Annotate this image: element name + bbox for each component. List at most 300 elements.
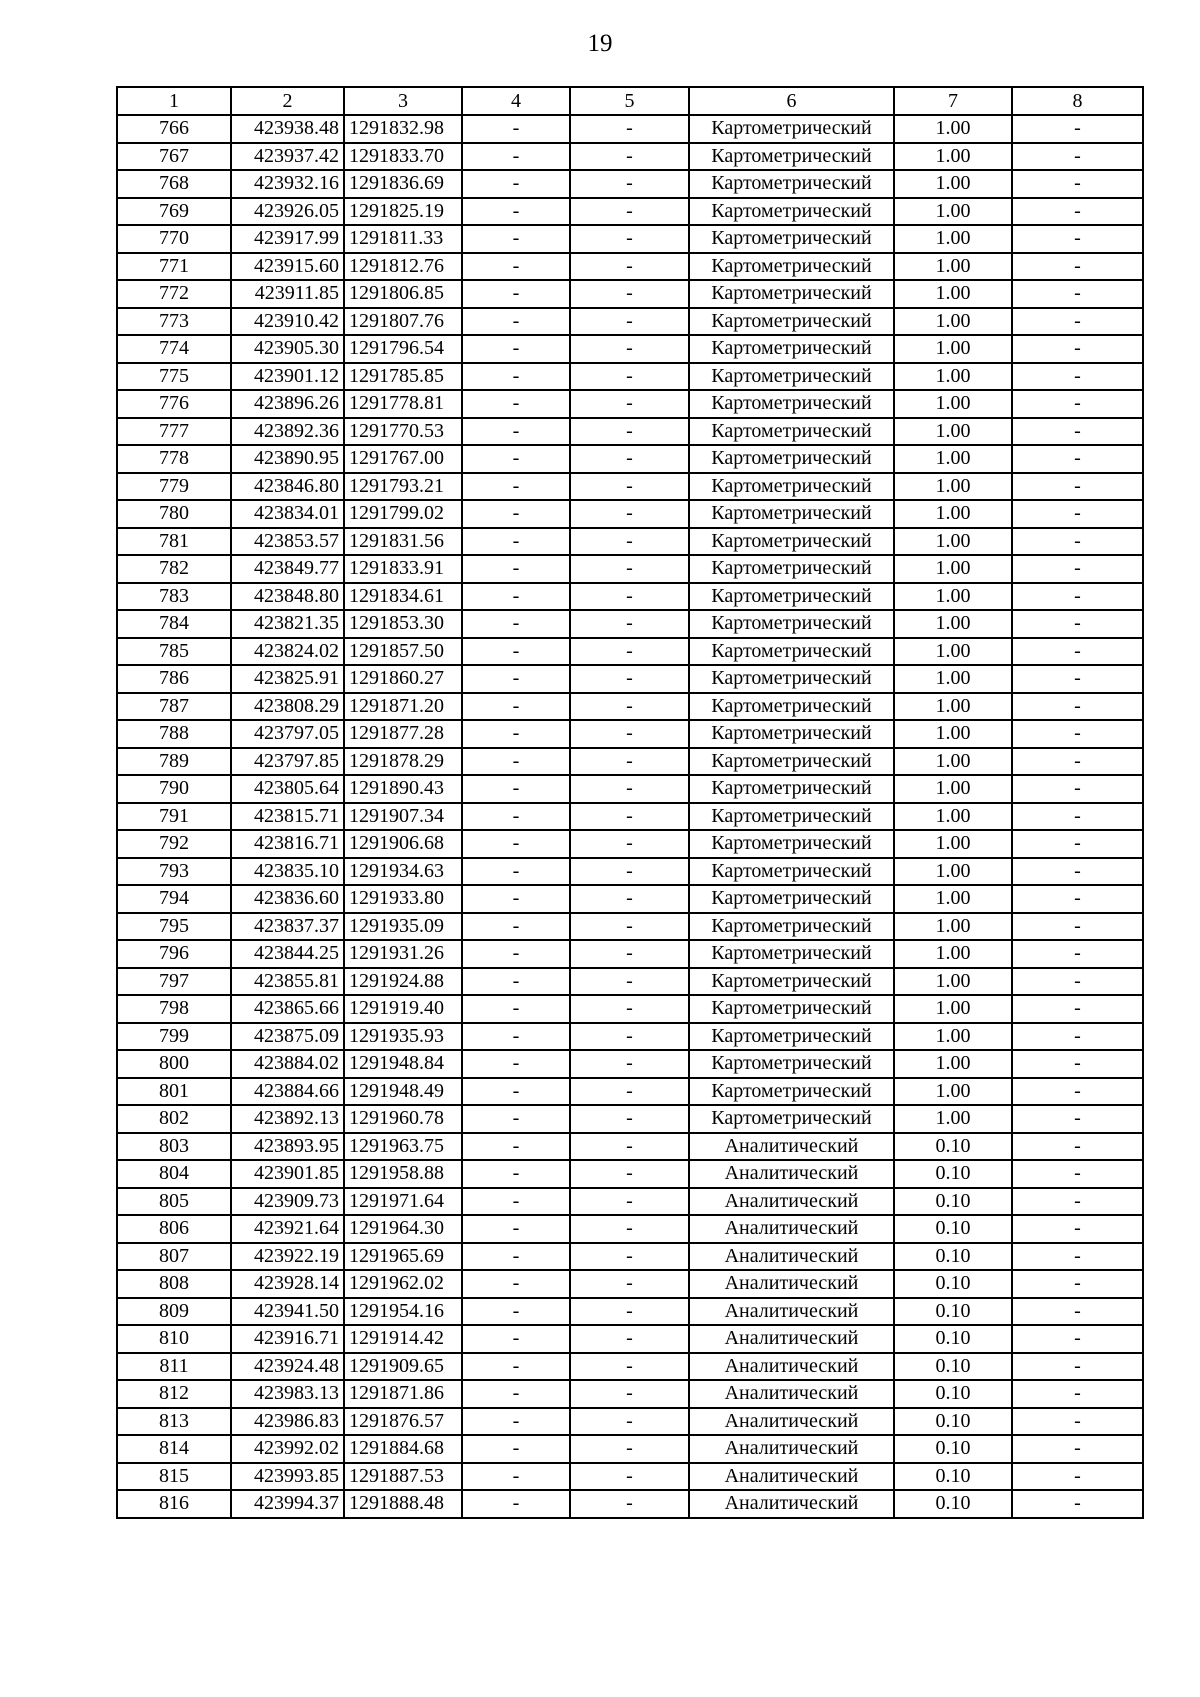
y-coordinate-cell: 1291796.54 — [344, 335, 462, 363]
col5-cell: - — [570, 445, 689, 473]
table-row — [117, 1243, 1143, 1271]
col5-cell: - — [570, 1078, 689, 1106]
col5-cell: - — [570, 1490, 689, 1518]
point-number-cell: 812 — [117, 1380, 231, 1408]
point-number-cell: 813 — [117, 1408, 231, 1436]
method-cell: Картометрический — [689, 858, 894, 886]
col4-cell: - — [462, 665, 570, 693]
x-coordinate-cell: 423835.10 — [231, 858, 344, 886]
y-coordinate-cell: 1291812.76 — [344, 253, 462, 281]
table-row — [117, 1133, 1143, 1161]
col5-cell: - — [570, 693, 689, 721]
table-row — [117, 1435, 1143, 1463]
col8-cell: - — [1012, 528, 1143, 556]
col4-cell: - — [462, 830, 570, 858]
y-coordinate-cell: 1291834.61 — [344, 583, 462, 611]
table-row — [117, 1160, 1143, 1188]
col8-cell: - — [1012, 1188, 1143, 1216]
x-coordinate-cell: 423892.36 — [231, 418, 344, 446]
table-row — [117, 170, 1143, 198]
x-coordinate-cell: 423821.35 — [231, 610, 344, 638]
col5-cell: - — [570, 1298, 689, 1326]
y-coordinate-cell: 1291860.27 — [344, 665, 462, 693]
y-coordinate-cell: 1291833.70 — [344, 143, 462, 171]
col8-cell: - — [1012, 885, 1143, 913]
table-row — [117, 638, 1143, 666]
col5-cell: - — [570, 583, 689, 611]
table-row — [117, 308, 1143, 336]
point-number-cell: 800 — [117, 1050, 231, 1078]
method-cell: Картометрический — [689, 390, 894, 418]
col8-cell: - — [1012, 418, 1143, 446]
point-number-cell: 791 — [117, 803, 231, 831]
y-coordinate-cell: 1291907.34 — [344, 803, 462, 831]
col5-cell: - — [570, 1023, 689, 1051]
accuracy-cell: 1.00 — [894, 968, 1012, 996]
point-number-cell: 796 — [117, 940, 231, 968]
accuracy-cell: 0.10 — [894, 1298, 1012, 1326]
point-number-cell: 793 — [117, 858, 231, 886]
table-row — [117, 115, 1143, 143]
table-row — [117, 1463, 1143, 1491]
col4-cell: - — [462, 528, 570, 556]
point-number-cell: 801 — [117, 1078, 231, 1106]
col8-cell: - — [1012, 1243, 1143, 1271]
col8-cell: - — [1012, 583, 1143, 611]
col8-cell: - — [1012, 363, 1143, 391]
x-coordinate-cell: 423884.66 — [231, 1078, 344, 1106]
point-number-cell: 804 — [117, 1160, 231, 1188]
x-coordinate-cell: 423837.37 — [231, 913, 344, 941]
col8-cell: - — [1012, 1298, 1143, 1326]
x-coordinate-cell: 423993.85 — [231, 1463, 344, 1491]
accuracy-cell: 1.00 — [894, 940, 1012, 968]
x-coordinate-cell: 423853.57 — [231, 528, 344, 556]
col4-cell: - — [462, 445, 570, 473]
y-coordinate-cell: 1291924.88 — [344, 968, 462, 996]
col5-cell: - — [570, 830, 689, 858]
col4-cell: - — [462, 858, 570, 886]
column-header: 8 — [1012, 87, 1143, 115]
page-number: 19 — [587, 30, 613, 57]
method-cell: Аналитический — [689, 1133, 894, 1161]
col5-cell: - — [570, 1325, 689, 1353]
method-cell: Картометрический — [689, 335, 894, 363]
col8-cell: - — [1012, 830, 1143, 858]
accuracy-cell: 1.00 — [894, 995, 1012, 1023]
col8-cell: - — [1012, 995, 1143, 1023]
point-number-cell: 781 — [117, 528, 231, 556]
method-cell: Картометрический — [689, 775, 894, 803]
col4-cell: - — [462, 693, 570, 721]
col8-cell: - — [1012, 858, 1143, 886]
method-cell: Картометрический — [689, 1050, 894, 1078]
table-row — [117, 198, 1143, 226]
point-number-cell: 769 — [117, 198, 231, 226]
point-number-cell: 811 — [117, 1353, 231, 1381]
table-row — [117, 1353, 1143, 1381]
point-number-cell: 786 — [117, 665, 231, 693]
col4-cell: - — [462, 1023, 570, 1051]
x-coordinate-cell: 423824.02 — [231, 638, 344, 666]
y-coordinate-cell: 1291919.40 — [344, 995, 462, 1023]
y-coordinate-cell: 1291935.09 — [344, 913, 462, 941]
accuracy-cell: 1.00 — [894, 803, 1012, 831]
col4-cell: - — [462, 913, 570, 941]
point-number-cell: 815 — [117, 1463, 231, 1491]
col8-cell: - — [1012, 720, 1143, 748]
table-row — [117, 1298, 1143, 1326]
point-number-cell: 790 — [117, 775, 231, 803]
table-row — [117, 1408, 1143, 1436]
table-row — [117, 858, 1143, 886]
col4-cell: - — [462, 280, 570, 308]
col5-cell: - — [570, 1050, 689, 1078]
table-row — [117, 665, 1143, 693]
y-coordinate-cell: 1291948.49 — [344, 1078, 462, 1106]
col4-cell: - — [462, 363, 570, 391]
col8-cell: - — [1012, 308, 1143, 336]
accuracy-cell: 1.00 — [894, 143, 1012, 171]
col8-cell: - — [1012, 473, 1143, 501]
y-coordinate-cell: 1291934.63 — [344, 858, 462, 886]
point-number-cell: 814 — [117, 1435, 231, 1463]
col4-cell: - — [462, 1380, 570, 1408]
y-coordinate-cell: 1291914.42 — [344, 1325, 462, 1353]
method-cell: Картометрический — [689, 720, 894, 748]
x-coordinate-cell: 423901.12 — [231, 363, 344, 391]
table-row — [117, 583, 1143, 611]
x-coordinate-cell: 423836.60 — [231, 885, 344, 913]
col5-cell: - — [570, 528, 689, 556]
method-cell: Аналитический — [689, 1298, 894, 1326]
method-cell: Аналитический — [689, 1160, 894, 1188]
x-coordinate-cell: 423805.64 — [231, 775, 344, 803]
point-number-cell: 816 — [117, 1490, 231, 1518]
col8-cell: - — [1012, 940, 1143, 968]
y-coordinate-cell: 1291933.80 — [344, 885, 462, 913]
col4-cell: - — [462, 115, 570, 143]
accuracy-cell: 1.00 — [894, 693, 1012, 721]
col5-cell: - — [570, 1408, 689, 1436]
method-cell: Картометрический — [689, 198, 894, 226]
x-coordinate-cell: 423909.73 — [231, 1188, 344, 1216]
point-number-cell: 792 — [117, 830, 231, 858]
col8-cell: - — [1012, 1050, 1143, 1078]
col4-cell: - — [462, 390, 570, 418]
table-row — [117, 940, 1143, 968]
y-coordinate-cell: 1291954.16 — [344, 1298, 462, 1326]
col8-cell: - — [1012, 775, 1143, 803]
accuracy-cell: 1.00 — [894, 913, 1012, 941]
column-header: 1 — [117, 87, 231, 115]
y-coordinate-cell: 1291853.30 — [344, 610, 462, 638]
table-row — [117, 335, 1143, 363]
method-cell: Картометрический — [689, 830, 894, 858]
col5-cell: - — [570, 1270, 689, 1298]
x-coordinate-cell: 423797.85 — [231, 748, 344, 776]
col4-cell: - — [462, 610, 570, 638]
accuracy-cell: 0.10 — [894, 1188, 1012, 1216]
col5-cell: - — [570, 280, 689, 308]
accuracy-cell: 1.00 — [894, 308, 1012, 336]
method-cell: Аналитический — [689, 1380, 894, 1408]
y-coordinate-cell: 1291877.28 — [344, 720, 462, 748]
method-cell: Аналитический — [689, 1243, 894, 1271]
accuracy-cell: 1.00 — [894, 198, 1012, 226]
col5-cell: - — [570, 1188, 689, 1216]
col5-cell: - — [570, 1160, 689, 1188]
method-cell: Аналитический — [689, 1435, 894, 1463]
point-number-cell: 788 — [117, 720, 231, 748]
method-cell: Картометрический — [689, 610, 894, 638]
col5-cell: - — [570, 473, 689, 501]
method-cell: Картометрический — [689, 913, 894, 941]
accuracy-cell: 1.00 — [894, 555, 1012, 583]
column-header: 3 — [344, 87, 462, 115]
y-coordinate-cell: 1291876.57 — [344, 1408, 462, 1436]
col5-cell: - — [570, 1380, 689, 1408]
col5-cell: - — [570, 1353, 689, 1381]
point-number-cell: 805 — [117, 1188, 231, 1216]
x-coordinate-cell: 423890.95 — [231, 445, 344, 473]
col4-cell: - — [462, 748, 570, 776]
method-cell: Картометрический — [689, 280, 894, 308]
accuracy-cell: 1.00 — [894, 720, 1012, 748]
table-row — [117, 363, 1143, 391]
col8-cell: - — [1012, 253, 1143, 281]
table-row — [117, 1050, 1143, 1078]
col8-cell: - — [1012, 1160, 1143, 1188]
col4-cell: - — [462, 170, 570, 198]
col8-cell: - — [1012, 1270, 1143, 1298]
y-coordinate-cell: 1291857.50 — [344, 638, 462, 666]
col4-cell: - — [462, 583, 570, 611]
x-coordinate-cell: 423875.09 — [231, 1023, 344, 1051]
point-number-cell: 774 — [117, 335, 231, 363]
method-cell: Картометрический — [689, 1023, 894, 1051]
col4-cell: - — [462, 555, 570, 583]
col4-cell: - — [462, 1078, 570, 1106]
col5-cell: - — [570, 913, 689, 941]
point-number-cell: 809 — [117, 1298, 231, 1326]
col4-cell: - — [462, 335, 570, 363]
col5-cell: - — [570, 555, 689, 583]
y-coordinate-cell: 1291965.69 — [344, 1243, 462, 1271]
col8-cell: - — [1012, 693, 1143, 721]
x-coordinate-cell: 423844.25 — [231, 940, 344, 968]
y-coordinate-cell: 1291833.91 — [344, 555, 462, 583]
x-coordinate-cell: 423983.13 — [231, 1380, 344, 1408]
x-coordinate-cell: 423901.85 — [231, 1160, 344, 1188]
x-coordinate-cell: 423916.71 — [231, 1325, 344, 1353]
y-coordinate-cell: 1291832.98 — [344, 115, 462, 143]
method-cell: Картометрический — [689, 445, 894, 473]
table-row — [117, 995, 1143, 1023]
col4-cell: - — [462, 143, 570, 171]
method-cell: Аналитический — [689, 1188, 894, 1216]
method-cell: Аналитический — [689, 1353, 894, 1381]
column-header: 7 — [894, 87, 1012, 115]
col8-cell: - — [1012, 1105, 1143, 1133]
x-coordinate-cell: 423928.14 — [231, 1270, 344, 1298]
x-coordinate-cell: 423905.30 — [231, 335, 344, 363]
col5-cell: - — [570, 363, 689, 391]
col4-cell: - — [462, 1188, 570, 1216]
accuracy-cell: 1.00 — [894, 280, 1012, 308]
table-row — [117, 1490, 1143, 1518]
point-number-cell: 780 — [117, 500, 231, 528]
col8-cell: - — [1012, 280, 1143, 308]
x-coordinate-cell: 423884.02 — [231, 1050, 344, 1078]
col4-cell: - — [462, 1105, 570, 1133]
accuracy-cell: 0.10 — [894, 1490, 1012, 1518]
x-coordinate-cell: 423797.05 — [231, 720, 344, 748]
col5-cell: - — [570, 143, 689, 171]
point-number-cell: 787 — [117, 693, 231, 721]
y-coordinate-cell: 1291811.33 — [344, 225, 462, 253]
accuracy-cell: 1.00 — [894, 253, 1012, 281]
col8-cell: - — [1012, 748, 1143, 776]
col4-cell: - — [462, 1243, 570, 1271]
x-coordinate-cell: 423849.77 — [231, 555, 344, 583]
col8-cell: - — [1012, 115, 1143, 143]
col8-cell: - — [1012, 1463, 1143, 1491]
accuracy-cell: 1.00 — [894, 170, 1012, 198]
col5-cell: - — [570, 225, 689, 253]
accuracy-cell: 1.00 — [894, 830, 1012, 858]
col4-cell: - — [462, 1463, 570, 1491]
point-number-cell: 772 — [117, 280, 231, 308]
col8-cell: - — [1012, 170, 1143, 198]
accuracy-cell: 1.00 — [894, 583, 1012, 611]
col4-cell: - — [462, 1490, 570, 1518]
x-coordinate-cell: 423896.26 — [231, 390, 344, 418]
table-row — [117, 720, 1143, 748]
method-cell: Картометрический — [689, 1105, 894, 1133]
col5-cell: - — [570, 253, 689, 281]
point-number-cell: 808 — [117, 1270, 231, 1298]
table-row — [117, 143, 1143, 171]
y-coordinate-cell: 1291948.84 — [344, 1050, 462, 1078]
col4-cell: - — [462, 968, 570, 996]
col5-cell: - — [570, 638, 689, 666]
accuracy-cell: 1.00 — [894, 748, 1012, 776]
table-row — [117, 445, 1143, 473]
col4-cell: - — [462, 1353, 570, 1381]
method-cell: Картометрический — [689, 748, 894, 776]
x-coordinate-cell: 423865.66 — [231, 995, 344, 1023]
accuracy-cell: 1.00 — [894, 363, 1012, 391]
x-coordinate-cell: 423932.16 — [231, 170, 344, 198]
table-row — [117, 1325, 1143, 1353]
accuracy-cell: 0.10 — [894, 1270, 1012, 1298]
accuracy-cell: 1.00 — [894, 445, 1012, 473]
point-number-cell: 802 — [117, 1105, 231, 1133]
table-row — [117, 1023, 1143, 1051]
accuracy-cell: 1.00 — [894, 1023, 1012, 1051]
col5-cell: - — [570, 803, 689, 831]
point-number-cell: 806 — [117, 1215, 231, 1243]
y-coordinate-cell: 1291931.26 — [344, 940, 462, 968]
table-row — [117, 1188, 1143, 1216]
point-number-cell: 789 — [117, 748, 231, 776]
point-number-cell: 778 — [117, 445, 231, 473]
col4-cell: - — [462, 473, 570, 501]
y-coordinate-cell: 1291960.78 — [344, 1105, 462, 1133]
y-coordinate-cell: 1291888.48 — [344, 1490, 462, 1518]
x-coordinate-cell: 423892.13 — [231, 1105, 344, 1133]
col8-cell: - — [1012, 968, 1143, 996]
x-coordinate-cell: 423992.02 — [231, 1435, 344, 1463]
col5-cell: - — [570, 858, 689, 886]
col4-cell: - — [462, 940, 570, 968]
col5-cell: - — [570, 1243, 689, 1271]
method-cell: Картометрический — [689, 803, 894, 831]
col8-cell: - — [1012, 1023, 1143, 1051]
accuracy-cell: 0.10 — [894, 1463, 1012, 1491]
col5-cell: - — [570, 115, 689, 143]
table-row — [117, 913, 1143, 941]
col5-cell: - — [570, 1105, 689, 1133]
accuracy-cell: 0.10 — [894, 1215, 1012, 1243]
y-coordinate-cell: 1291831.56 — [344, 528, 462, 556]
header-row — [117, 87, 1143, 115]
col8-cell: - — [1012, 913, 1143, 941]
table-row — [117, 775, 1143, 803]
point-number-cell: 766 — [117, 115, 231, 143]
y-coordinate-cell: 1291799.02 — [344, 500, 462, 528]
y-coordinate-cell: 1291890.43 — [344, 775, 462, 803]
col4-cell: - — [462, 418, 570, 446]
x-coordinate-cell: 423917.99 — [231, 225, 344, 253]
table-row — [117, 418, 1143, 446]
method-cell: Картометрический — [689, 583, 894, 611]
point-number-cell: 785 — [117, 638, 231, 666]
y-coordinate-cell: 1291770.53 — [344, 418, 462, 446]
accuracy-cell: 1.00 — [894, 610, 1012, 638]
col4-cell: - — [462, 500, 570, 528]
col8-cell: - — [1012, 143, 1143, 171]
table-row — [117, 748, 1143, 776]
accuracy-cell: 1.00 — [894, 638, 1012, 666]
x-coordinate-cell: 423846.80 — [231, 473, 344, 501]
table-row — [117, 1270, 1143, 1298]
col5-cell: - — [570, 335, 689, 363]
method-cell: Картометрический — [689, 418, 894, 446]
point-number-cell: 783 — [117, 583, 231, 611]
x-coordinate-cell: 423924.48 — [231, 1353, 344, 1381]
point-number-cell: 779 — [117, 473, 231, 501]
y-coordinate-cell: 1291778.81 — [344, 390, 462, 418]
col5-cell: - — [570, 1133, 689, 1161]
table-row — [117, 885, 1143, 913]
x-coordinate-cell: 423855.81 — [231, 968, 344, 996]
col4-cell: - — [462, 198, 570, 226]
point-number-cell: 807 — [117, 1243, 231, 1271]
point-number-cell: 782 — [117, 555, 231, 583]
x-coordinate-cell: 423986.83 — [231, 1408, 344, 1436]
accuracy-cell: 1.00 — [894, 115, 1012, 143]
col8-cell: - — [1012, 1078, 1143, 1106]
col8-cell: - — [1012, 1408, 1143, 1436]
x-coordinate-cell: 423816.71 — [231, 830, 344, 858]
x-coordinate-cell: 423926.05 — [231, 198, 344, 226]
y-coordinate-cell: 1291785.85 — [344, 363, 462, 391]
point-number-cell: 795 — [117, 913, 231, 941]
accuracy-cell: 1.00 — [894, 528, 1012, 556]
col5-cell: - — [570, 308, 689, 336]
